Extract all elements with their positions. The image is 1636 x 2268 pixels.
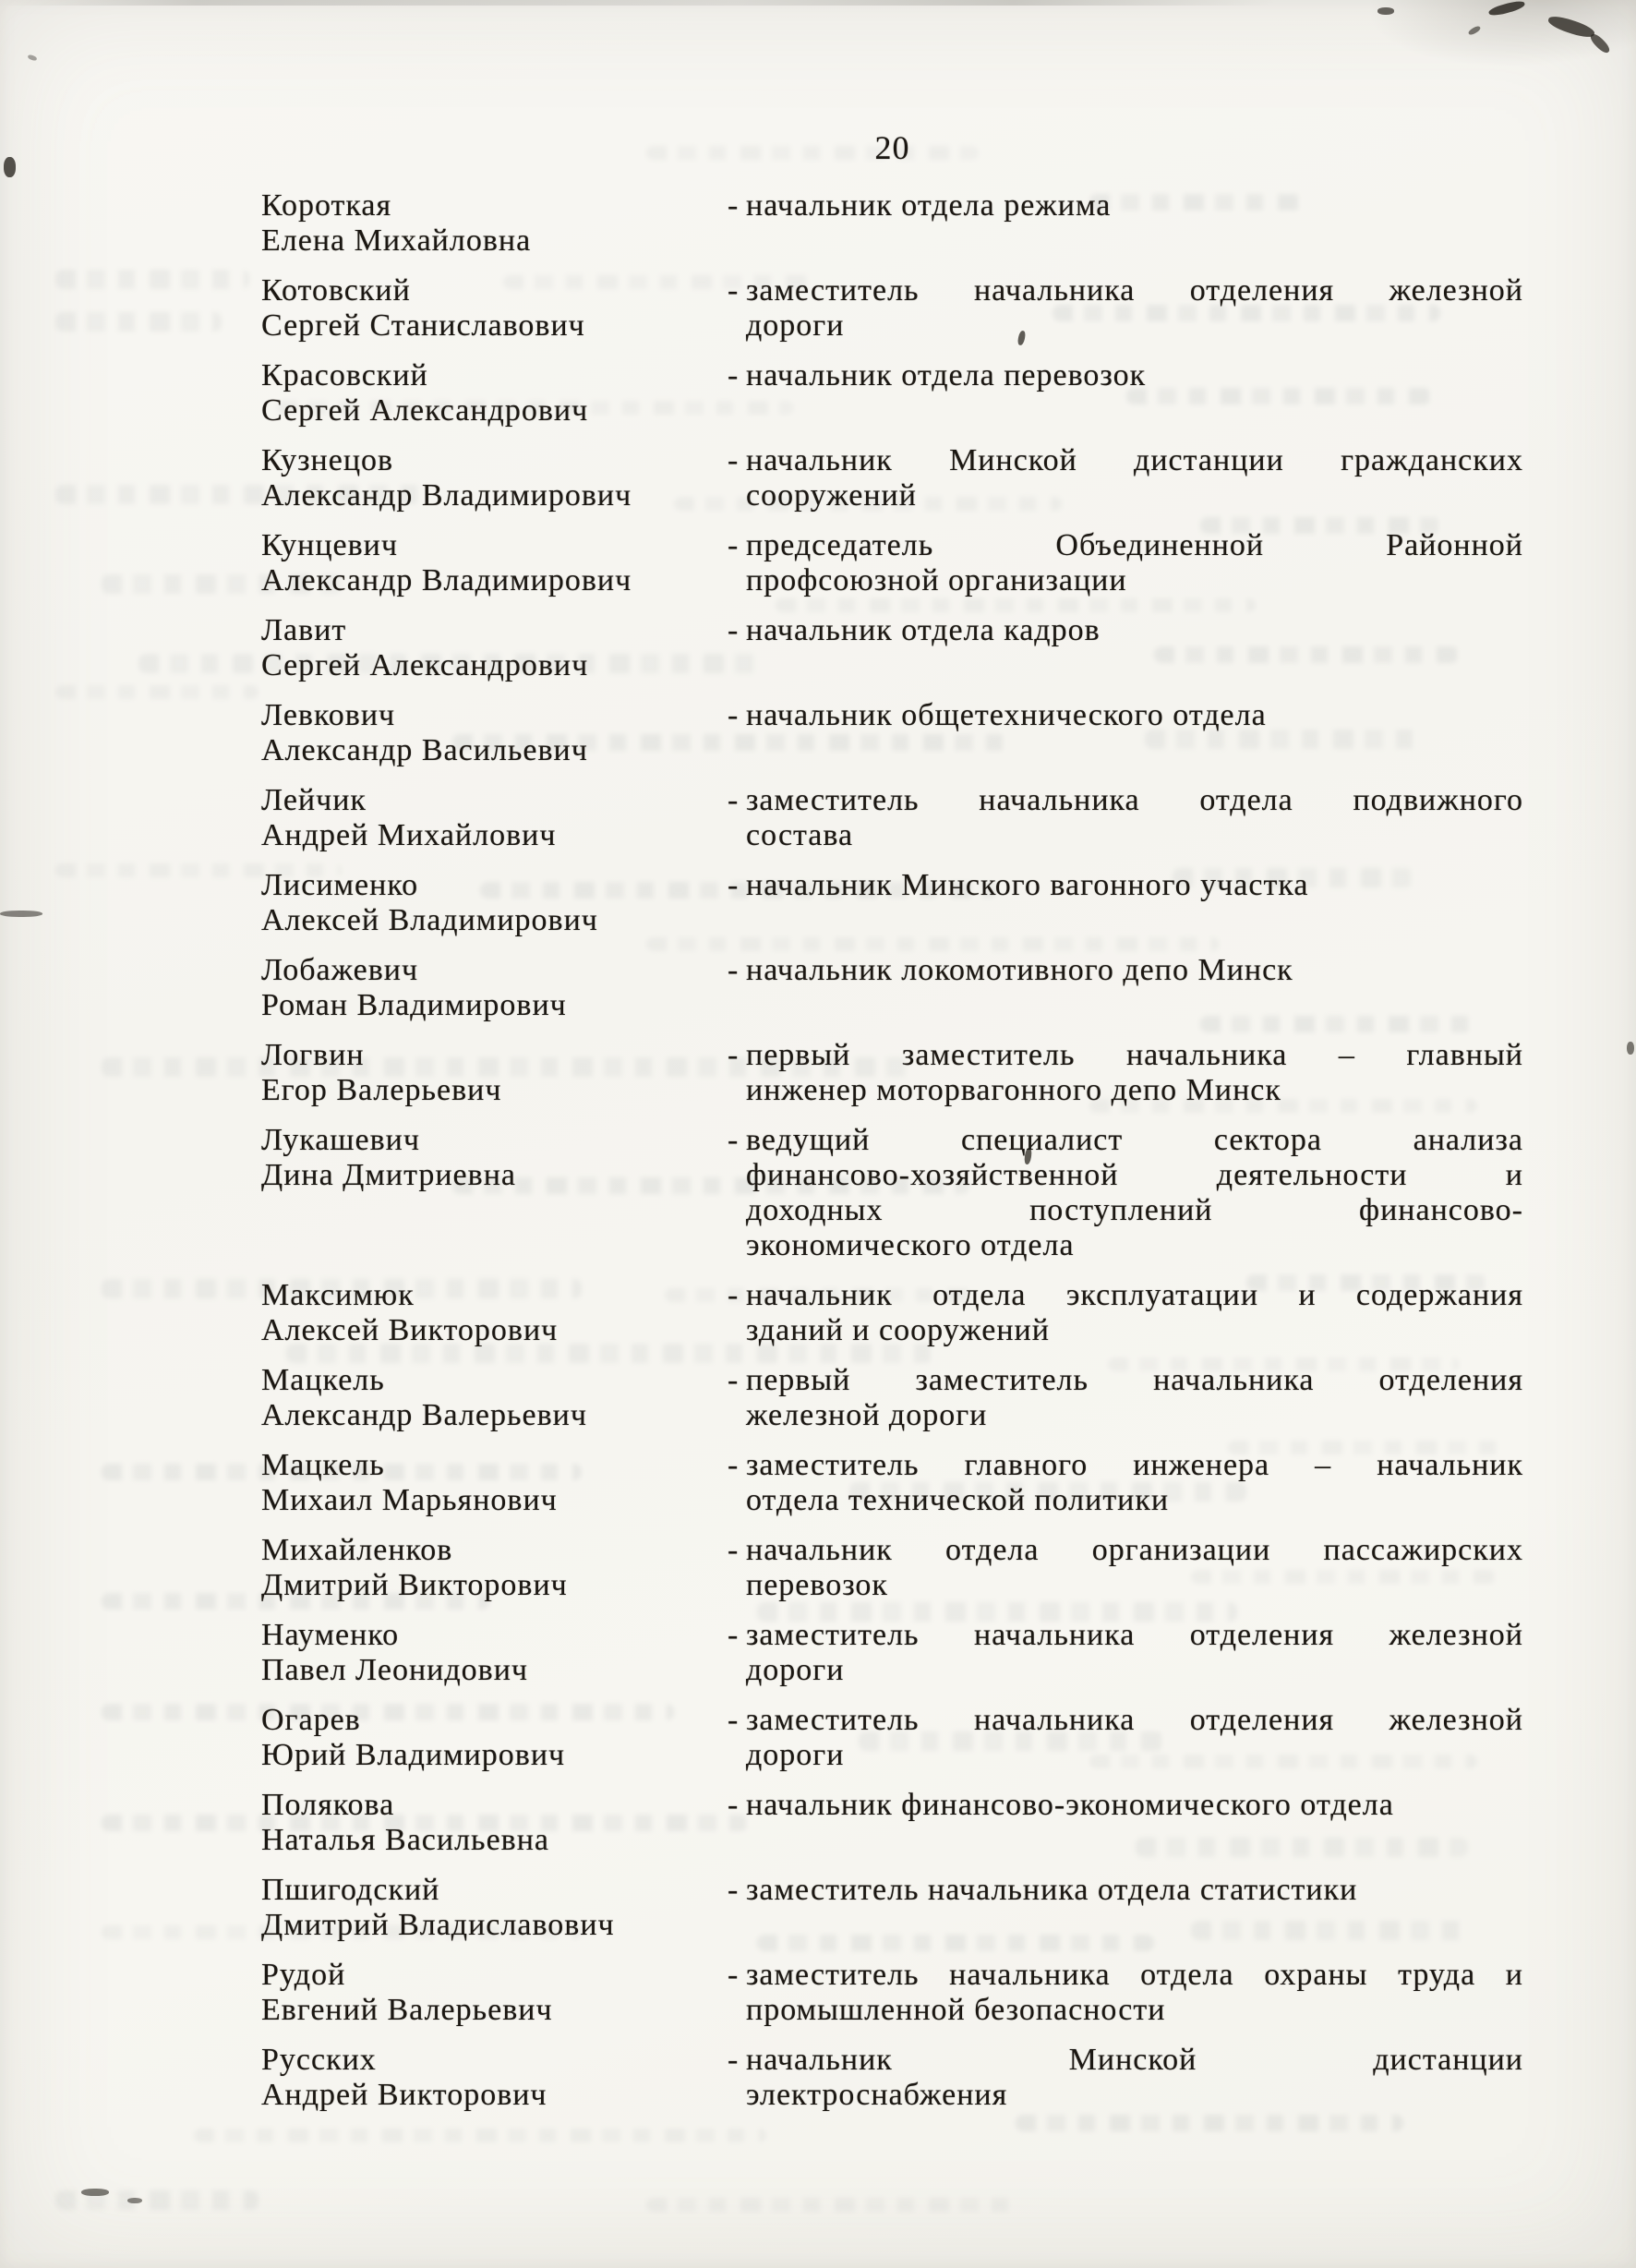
staff-entry <box>261 1123 1523 1263</box>
position-title-line: начальник общетехнического отдела <box>746 698 1267 732</box>
position-dash: - <box>728 1788 740 1822</box>
position-block <box>728 868 1523 938</box>
position-block <box>728 1448 1523 1518</box>
position-dash: - <box>728 1038 740 1072</box>
person-given-patronymic: Егор Валерьевич <box>261 1073 502 1107</box>
position-title-line: профсоюзной организации <box>746 563 1127 597</box>
position-block <box>728 443 1523 513</box>
position-title <box>746 1533 1523 1603</box>
person-surname: Короткая <box>261 188 392 223</box>
person-surname: Кузнецов <box>261 443 394 477</box>
person-surname: Лобажевич <box>261 953 419 987</box>
position-title <box>746 358 1523 393</box>
position-title-line: ведущий специалист сектора анализа <box>746 1123 1523 1157</box>
position-title-line: финансово-хозяйственной деятельности и <box>746 1158 1523 1192</box>
person-surname: Мацкель <box>261 1363 385 1397</box>
position-title-line: инженер моторвагонного депо Минск <box>746 1073 1281 1107</box>
position-title-line: электроснабжения <box>746 2078 1008 2112</box>
staff-entry <box>261 1788 1523 1858</box>
position-block <box>728 1533 1523 1603</box>
position-title <box>746 1873 1523 1908</box>
person-given-patronymic: Дмитрий Викторович <box>261 1568 568 1602</box>
position-dash: - <box>728 1533 740 1567</box>
position-dash: - <box>728 528 740 562</box>
person-given-patronymic: Александр Владимирович <box>261 478 632 513</box>
person-name-block <box>261 953 728 1023</box>
staff-entry <box>261 1363 1523 1433</box>
staff-entry <box>261 443 1523 513</box>
person-name-block <box>261 1448 728 1518</box>
position-title-line: начальник Минской дистанции <box>746 2043 1523 2077</box>
staff-entry <box>261 613 1523 683</box>
person-surname: Кунцевич <box>261 528 398 562</box>
person-name-block <box>261 2043 728 2113</box>
position-dash: - <box>728 1278 740 1312</box>
staff-entry <box>261 273 1523 344</box>
bleed-through-text-artifact <box>194 2129 766 2142</box>
person-given-patronymic: Александр Валерьевич <box>261 1398 587 1432</box>
person-given-patronymic: Юрий Владимирович <box>261 1738 566 1772</box>
position-block <box>728 2043 1523 2113</box>
person-name-block <box>261 868 728 938</box>
person-given-patronymic: Павел Леонидович <box>261 1653 529 1687</box>
position-title-line: заместитель начальника отделения железной <box>746 1703 1523 1737</box>
position-title <box>746 1448 1523 1518</box>
position-title-line: начальник отдела перевозок <box>746 358 1147 392</box>
position-title-line: доходных поступлений финансово- <box>746 1193 1523 1227</box>
position-block <box>728 1703 1523 1773</box>
person-given-patronymic: Елена Михайловна <box>261 223 532 258</box>
person-surname: Науменко <box>261 1618 400 1652</box>
position-title <box>746 1703 1523 1773</box>
staff-entry <box>261 1448 1523 1518</box>
position-block <box>728 783 1523 853</box>
position-dash: - <box>728 783 740 817</box>
scan-speck <box>127 2198 142 2203</box>
person-name-block <box>261 443 728 513</box>
staff-entry <box>261 188 1523 259</box>
person-given-patronymic: Андрей Михайлович <box>261 818 557 852</box>
person-name-block <box>261 1038 728 1108</box>
position-title-line: начальник отдела организации пассажирских <box>746 1533 1523 1567</box>
position-title-line: начальник Минской дистанции гражданских <box>746 443 1523 477</box>
position-dash: - <box>728 1618 740 1652</box>
staff-entry <box>261 1703 1523 1773</box>
position-title-line: экономического отдела <box>746 1228 1075 1262</box>
person-surname: Мацкель <box>261 1448 385 1482</box>
person-name-block <box>261 1533 728 1603</box>
position-title-line: начальник локомотивного депо Минск <box>746 953 1293 987</box>
staff-directory-list <box>261 188 1523 2113</box>
staff-entry <box>261 2043 1523 2113</box>
person-given-patronymic: Наталья Васильевна <box>261 1823 549 1857</box>
position-title-line: первый заместитель начальника – главный <box>746 1038 1523 1072</box>
person-given-patronymic: Роман Владимирович <box>261 988 567 1022</box>
person-surname: Михайленков <box>261 1533 453 1567</box>
position-title-line: начальник финансово-экономического отдела <box>746 1788 1394 1822</box>
position-dash: - <box>728 613 740 647</box>
position-title <box>746 1788 1523 1823</box>
position-block <box>728 1788 1523 1858</box>
staff-entry <box>261 358 1523 428</box>
position-title-line: начальник отдела кадров <box>746 613 1101 647</box>
position-title <box>746 443 1523 513</box>
person-given-patronymic: Алексей Викторович <box>261 1313 559 1347</box>
person-name-block <box>261 1123 728 1263</box>
person-given-patronymic: Александр Васильевич <box>261 733 588 767</box>
position-title <box>746 528 1523 598</box>
person-name-block <box>261 1788 728 1858</box>
staff-entry <box>261 528 1523 598</box>
person-given-patronymic: Дмитрий Владиславович <box>261 1908 615 1942</box>
staff-entry <box>261 1278 1523 1348</box>
position-title <box>746 1958 1523 2028</box>
bleed-through-text-artifact <box>646 2198 1016 2212</box>
person-surname: Логвин <box>261 1038 365 1072</box>
person-surname: Левкович <box>261 698 396 732</box>
position-title <box>746 1363 1523 1433</box>
person-surname: Лейчик <box>261 783 367 817</box>
position-dash: - <box>728 358 740 392</box>
position-block <box>728 698 1523 768</box>
position-title-line: начальник отдела эксплуатации и содержания <box>746 1278 1523 1312</box>
position-block <box>728 1363 1523 1433</box>
position-block <box>728 953 1523 1023</box>
person-name-block <box>261 783 728 853</box>
position-title-line: заместитель начальника отдела статистики <box>746 1873 1358 1907</box>
position-title-line: сооружений <box>746 478 917 513</box>
position-title <box>746 783 1523 853</box>
person-name-block <box>261 528 728 598</box>
position-title <box>746 698 1523 733</box>
position-title-line: состава <box>746 818 854 852</box>
position-title-line: дороги <box>746 308 845 343</box>
position-block <box>728 188 1523 259</box>
position-block <box>728 1278 1523 1348</box>
person-given-patronymic: Алексей Владимирович <box>261 903 598 937</box>
position-dash: - <box>728 868 740 902</box>
person-given-patronymic: Сергей Станиславович <box>261 308 585 343</box>
position-title <box>746 1038 1523 1108</box>
staff-entry <box>261 698 1523 768</box>
person-surname: Лисименко <box>261 868 419 902</box>
staff-entry <box>261 1533 1523 1603</box>
person-name-block <box>261 1618 728 1688</box>
person-name-block <box>261 1363 728 1433</box>
position-block <box>728 613 1523 683</box>
position-title <box>746 1278 1523 1348</box>
person-name-block <box>261 1958 728 2028</box>
position-dash: - <box>728 273 740 308</box>
person-surname: Рудой <box>261 1958 346 1992</box>
position-title <box>746 868 1523 903</box>
position-dash: - <box>728 188 740 223</box>
position-dash: - <box>728 2043 740 2077</box>
position-title-line: заместитель начальника отдела подвижного <box>746 783 1523 817</box>
staff-entry <box>261 783 1523 853</box>
person-name-block <box>261 698 728 768</box>
position-dash: - <box>728 1448 740 1482</box>
position-title-line: отдела технической политики <box>746 1483 1170 1517</box>
person-name-block <box>261 358 728 428</box>
position-title <box>746 273 1523 344</box>
position-block <box>728 358 1523 428</box>
position-title-line: зданий и сооружений <box>746 1313 1050 1347</box>
position-block <box>728 1618 1523 1688</box>
position-dash: - <box>728 1123 740 1157</box>
position-title-line: промышленной безопасности <box>746 1993 1166 2027</box>
person-name-block <box>261 613 728 683</box>
person-given-patronymic: Андрей Викторович <box>261 2078 547 2112</box>
position-block <box>728 1123 1523 1263</box>
position-title <box>746 1618 1523 1688</box>
position-title <box>746 188 1523 223</box>
person-surname: Лавит <box>261 613 347 647</box>
staff-entry <box>261 1618 1523 1688</box>
person-given-patronymic: Дина Дмитриевна <box>261 1158 516 1192</box>
person-name-block <box>261 1873 728 1943</box>
person-name-block <box>261 273 728 344</box>
position-title <box>746 2043 1523 2113</box>
position-title-line: заместитель начальника отдела охраны труда и <box>746 1958 1523 1992</box>
position-title-line: заместитель главного инженера – начальник <box>746 1448 1523 1482</box>
position-block <box>728 273 1523 344</box>
staff-entry <box>261 1038 1523 1108</box>
staff-entry <box>261 1958 1523 2028</box>
person-given-patronymic: Сергей Александрович <box>261 393 589 428</box>
staff-entry <box>261 953 1523 1023</box>
person-name-block <box>261 1278 728 1348</box>
position-title <box>746 953 1523 988</box>
position-block <box>728 1873 1523 1943</box>
page-number: 20 <box>874 129 910 166</box>
position-title-line: начальник отдела режима <box>746 188 1112 223</box>
person-name-block <box>261 188 728 259</box>
staff-entry <box>261 868 1523 938</box>
position-dash: - <box>728 1873 740 1907</box>
person-surname: Русских <box>261 2043 377 2077</box>
person-surname: Лукашевич <box>261 1123 420 1157</box>
position-title-line: дороги <box>746 1738 845 1772</box>
position-title-line: железной дороги <box>746 1398 988 1432</box>
position-dash: - <box>728 1703 740 1737</box>
person-given-patronymic: Евгений Валерьевич <box>261 1993 553 2027</box>
position-title <box>746 613 1523 648</box>
position-block <box>728 528 1523 598</box>
position-title-line: заместитель начальника отделения железной <box>746 1618 1523 1652</box>
person-given-patronymic: Сергей Александрович <box>261 648 589 682</box>
person-surname: Котовский <box>261 273 411 308</box>
position-dash: - <box>728 443 740 477</box>
position-title-line: председатель Объединенной Районной <box>746 528 1523 562</box>
position-title-line: дороги <box>746 1653 845 1687</box>
person-surname: Пшигодский <box>261 1873 440 1907</box>
person-surname: Красовский <box>261 358 428 392</box>
person-surname: Полякова <box>261 1788 395 1822</box>
scan-speck <box>81 2189 109 2196</box>
position-block <box>728 1958 1523 2028</box>
position-dash: - <box>728 1363 740 1397</box>
position-title-line: начальник Минского вагонного участка <box>746 868 1309 902</box>
position-title-line: первый заместитель начальника отделения <box>746 1363 1523 1397</box>
person-surname: Огарев <box>261 1703 361 1737</box>
person-name-block <box>261 1703 728 1773</box>
position-title <box>746 1123 1523 1263</box>
position-dash: - <box>728 953 740 987</box>
position-title-line: перевозок <box>746 1568 888 1602</box>
person-given-patronymic: Александр Владимирович <box>261 563 632 597</box>
position-title-line: заместитель начальника отделения железной <box>746 273 1523 308</box>
person-surname: Максимюк <box>261 1278 415 1312</box>
position-dash: - <box>728 698 740 732</box>
position-dash: - <box>728 1958 740 1992</box>
person-given-patronymic: Михаил Марьянович <box>261 1483 558 1517</box>
position-block <box>728 1038 1523 1108</box>
staff-entry <box>261 1873 1523 1943</box>
